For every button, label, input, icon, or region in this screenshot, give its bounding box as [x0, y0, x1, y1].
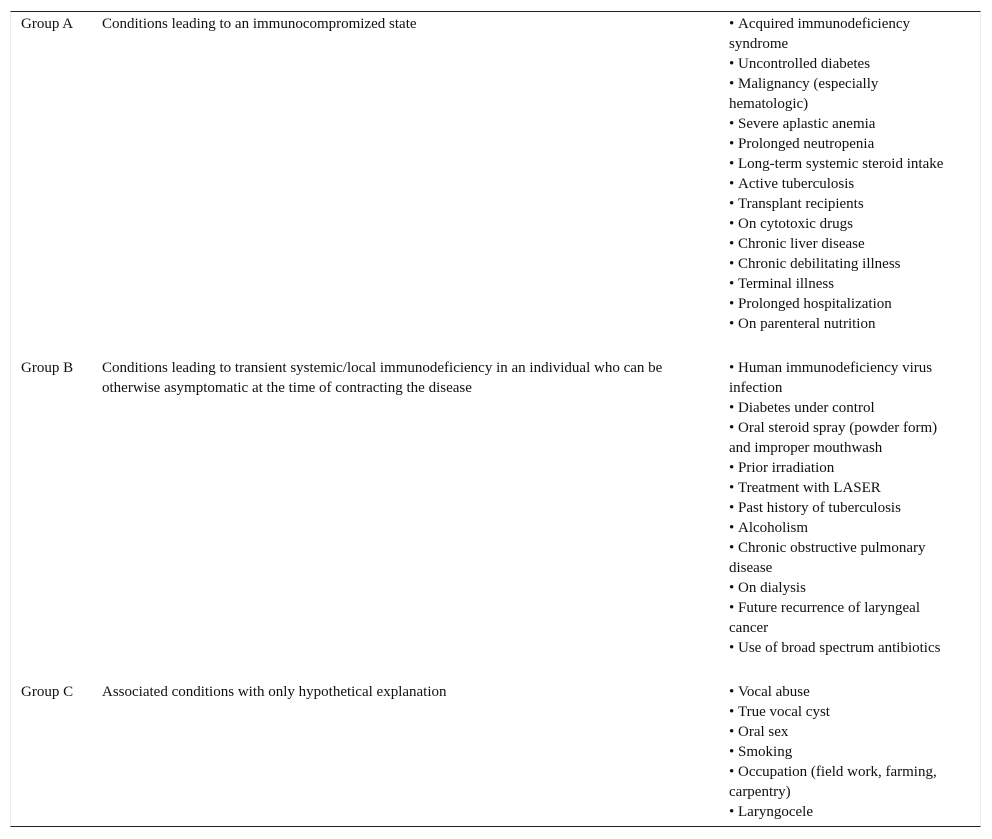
list-item: • Future recurrence of laryngeal cancer — [729, 598, 961, 638]
list-item: • Transplant recipients — [729, 194, 961, 214]
condition-list — [729, 358, 961, 658]
list-item: • Chronic liver disease — [729, 234, 961, 254]
group-label: Group B — [21, 360, 74, 376]
group-label: Group C — [21, 684, 74, 700]
list-item: • Human immunodeficiency virus infection — [729, 358, 961, 398]
condition-list — [729, 14, 961, 334]
list-item: • Diabetes under control — [729, 398, 961, 418]
list-item: • Laryngocele — [729, 802, 961, 822]
list-item: • Acquired immunodeficiency syndrome — [729, 14, 961, 54]
list-item: • Treatment with LASER — [729, 478, 961, 498]
group-description: Conditions leading to transient systemic/local immunodeficiency in an individual who can be otherwise asymptomatic at the time of contracting the disease — [102, 360, 663, 396]
list-item: • Active tuberculosis — [729, 174, 961, 194]
list-item: • On cytotoxic drugs — [729, 214, 961, 234]
list-item: • Long-term systemic steroid intake — [729, 154, 961, 174]
list-item: • Use of broad spectrum antibiotics — [729, 638, 961, 658]
list-item: • Chronic debilitating illness — [729, 254, 961, 274]
list-item: • Prolonged hospitalization — [729, 294, 961, 314]
list-item: • Alcoholism — [729, 518, 961, 538]
list-item: • Prior irradiation — [729, 458, 961, 478]
condition-list — [729, 682, 961, 822]
list-item: • Chronic obstructive pulmonary disease — [729, 538, 961, 578]
list-item: • Oral steroid spray (powder form) and improper mouthwash — [729, 418, 961, 458]
list-item: • Prolonged neutropenia — [729, 134, 961, 154]
list-item: • On parenteral nutrition — [729, 314, 961, 334]
list-item: • On dialysis — [729, 578, 961, 598]
list-item: • Past history of tuberculosis — [729, 498, 961, 518]
list-item: • Uncontrolled diabetes — [729, 54, 961, 74]
conditions-table — [10, 11, 981, 827]
list-item: • Occupation (field work, farming, carpentry) — [729, 762, 961, 802]
list-item: • Severe aplastic anemia — [729, 114, 961, 134]
list-item: • True vocal cyst — [729, 702, 961, 722]
list-item: • Malignancy (especially hematologic) — [729, 74, 961, 114]
group-description: Associated conditions with only hypothetical explanation — [102, 684, 447, 700]
list-item: • Smoking — [729, 742, 961, 762]
list-item: • Vocal abuse — [729, 682, 961, 702]
group-label: Group A — [21, 16, 74, 32]
list-item: • Terminal illness — [729, 274, 961, 294]
list-item: • Oral sex — [729, 722, 961, 742]
group-description: Conditions leading to an immunocompromized state — [102, 16, 417, 32]
